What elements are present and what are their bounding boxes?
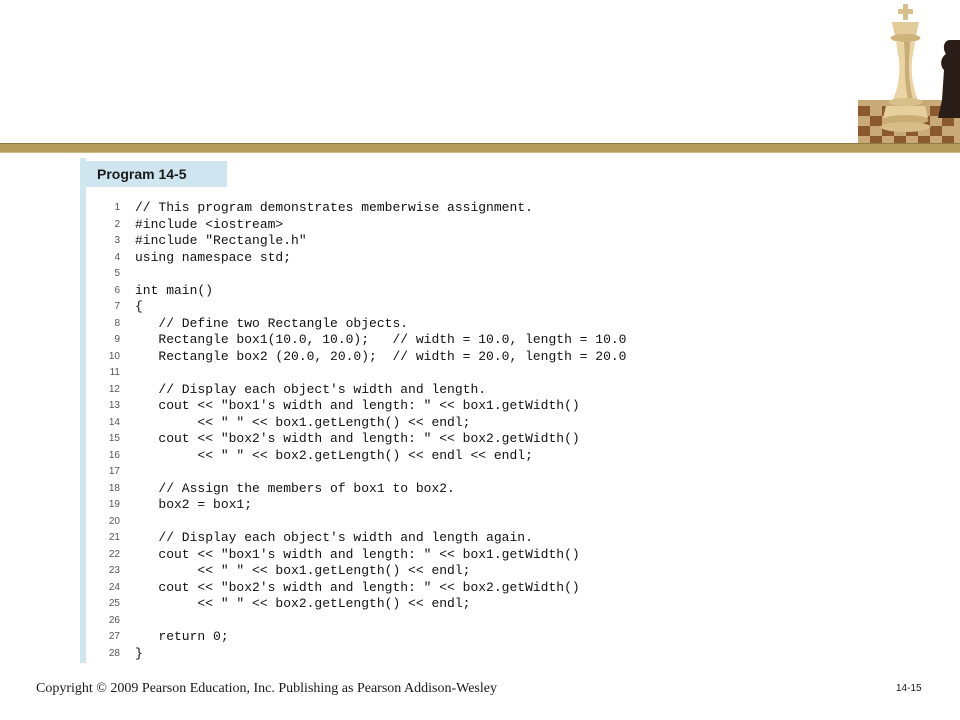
line-code: << " " << box2.getLength() << endl << endl;: [135, 447, 533, 463]
code-line: [80, 563, 660, 580]
line-code: // This program demonstrates memberwise assignment.: [135, 200, 533, 215]
code-line: [80, 514, 660, 531]
line-number: 20: [108, 515, 120, 527]
line-code: #include <iostream>: [135, 216, 284, 232]
line-code: << " " << box1.getLength() << endl;: [135, 414, 471, 430]
line-code: using namespace std;: [135, 249, 292, 265]
line-code: << " " << box2.getLength() << endl;: [135, 596, 471, 611]
code-line: [80, 629, 660, 646]
line-code: // Define two Rectangle objects.: [135, 315, 409, 331]
line-number: 5: [114, 268, 120, 279]
code-line: [80, 481, 660, 498]
line-code: #include "Rectangle.h": [135, 233, 307, 248]
header-band: [0, 143, 960, 153]
code-line: [80, 283, 660, 300]
code-line: [80, 431, 660, 448]
line-number: 3: [114, 235, 120, 246]
line-number: 13: [108, 400, 120, 411]
line-code: // Display each object's width and length again.: [135, 530, 533, 545]
code-line: [80, 250, 660, 267]
line-code: cout << "box2's width and length: " << box2.getWidth(): [135, 431, 580, 446]
code-listing: [80, 200, 660, 662]
line-number: 23: [108, 565, 120, 576]
program-listing: [80, 158, 660, 663]
code-line: [80, 497, 660, 514]
line-number: 17: [108, 466, 120, 477]
code-line: [80, 415, 660, 432]
copyright-notice: Copyright © 2009 Pearson Education, Inc. Publishing as Pearson Addison-Wesley: [36, 681, 497, 696]
code-line: [80, 332, 660, 349]
line-number: 12: [108, 383, 120, 395]
line-number: 4: [114, 251, 120, 263]
code-line: [80, 547, 660, 564]
code-line: [80, 646, 660, 663]
line-code: // Assign the members of box1 to box2.: [135, 480, 455, 496]
line-code: cout << "box2's width and length: " << box2.getWidth(): [135, 579, 580, 595]
line-number: 22: [108, 548, 120, 560]
line-number: 24: [108, 581, 120, 593]
line-code: cout << "box1's width and length: " << box1.getWidth(): [135, 546, 580, 562]
line-code: return 0;: [135, 629, 229, 644]
program-title: Program 14-5: [97, 166, 187, 182]
code-line: [80, 382, 660, 399]
code-line: [80, 596, 660, 613]
line-number: 16: [108, 449, 120, 461]
code-line: [80, 448, 660, 465]
line-number: 28: [108, 647, 120, 659]
line-number: 18: [108, 482, 120, 494]
line-code: int main(): [135, 282, 214, 298]
line-code: Rectangle box2 (20.0, 20.0); // width = 20.0, length = 20.0: [135, 348, 627, 364]
code-line: [80, 316, 660, 333]
line-number: 27: [108, 631, 120, 642]
code-line: [80, 365, 660, 382]
code-line: [80, 349, 660, 366]
line-number: 19: [108, 499, 120, 510]
code-line: [80, 464, 660, 481]
line-number: 2: [114, 218, 120, 230]
line-number: 9: [114, 334, 120, 345]
code-line: [80, 217, 660, 234]
code-line: [80, 613, 660, 630]
line-code: cout << "box1's width and length: " << box1.getWidth(): [135, 398, 580, 413]
line-code: }: [135, 645, 143, 661]
line-number: 14: [108, 416, 120, 428]
line-number: 7: [114, 301, 120, 312]
line-number: 1: [114, 202, 120, 213]
code-line: [80, 299, 660, 316]
line-code: box2 = box1;: [135, 497, 253, 512]
code-line: [80, 580, 660, 597]
line-code: << " " << box1.getLength() << endl;: [135, 563, 471, 578]
chess-king-icon: [858, 0, 960, 146]
line-number: 8: [114, 317, 120, 329]
code-line: [80, 200, 660, 217]
line-number: 21: [108, 532, 120, 543]
line-code: {: [135, 299, 143, 314]
line-number: 6: [114, 284, 120, 296]
line-number: 25: [108, 598, 120, 609]
line-code: // Display each object's width and length.: [135, 381, 487, 397]
line-number: 10: [108, 350, 120, 362]
slide-number: 14-15: [896, 683, 922, 694]
line-number: 26: [108, 614, 120, 626]
code-line: [80, 233, 660, 250]
line-number: 11: [109, 367, 120, 378]
code-line: [80, 266, 660, 283]
code-line: [80, 530, 660, 547]
line-number: 15: [108, 433, 120, 444]
code-line: [80, 398, 660, 415]
line-code: Rectangle box1(10.0, 10.0); // width = 10.0, length = 10.0: [135, 332, 627, 347]
